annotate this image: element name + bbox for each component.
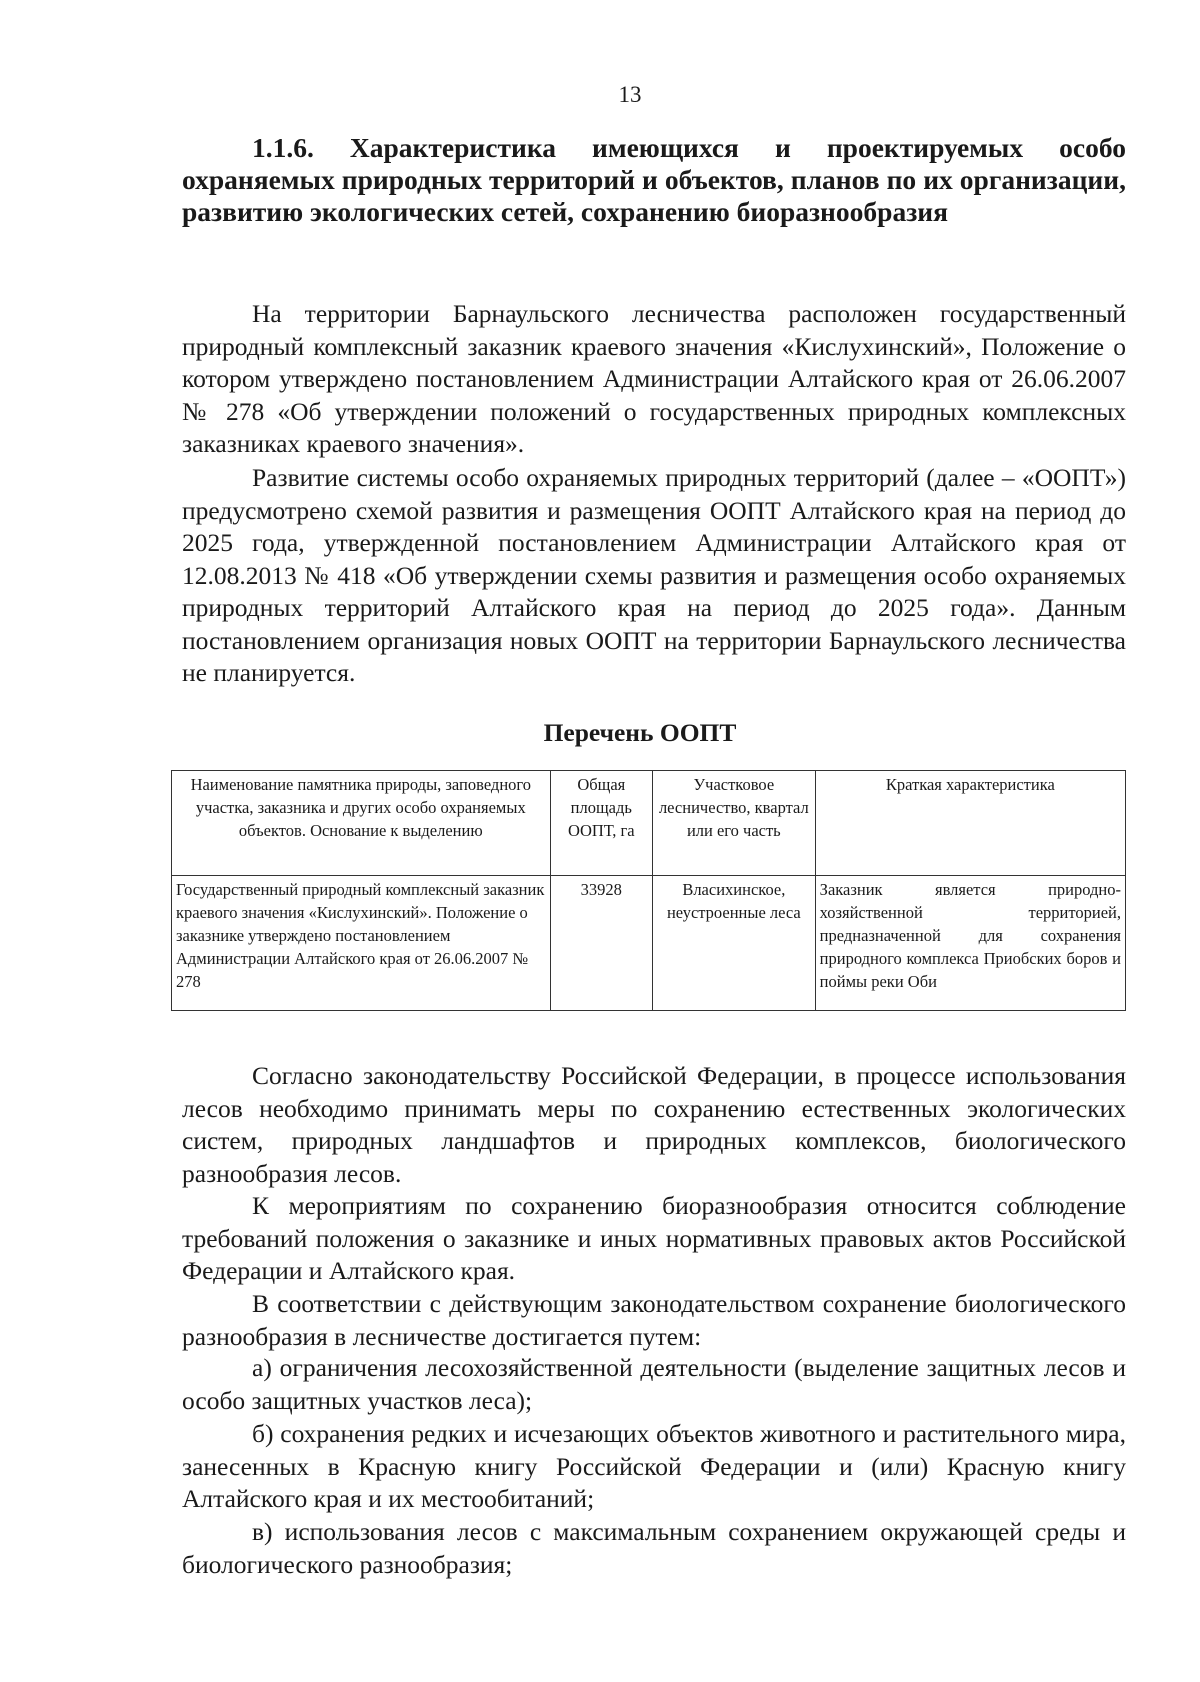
table-header-cell: Участковое лесничество, квартал или его часть (653, 771, 816, 876)
section-number: 1.1.6. (252, 132, 314, 163)
paragraph: Согласно законодательству Российской Федерации, в процессе использования лесов необходимо принимать меры по сохранению естественных экологических систем, природных ландшафтов и природных комплексов, биологического разнообразия лесов. (182, 1061, 1126, 1188)
table-cell: Власихинское, неустроенные леса (653, 876, 816, 1011)
table-header-cell: Общая площадь ООПТ, га (550, 771, 652, 876)
list-item: в) использования лесов с максимальным сохранением окружающей среды и биологического разнообразия; (182, 1517, 1126, 1579)
list-item: а) ограничения лесохозяйственной деятельности (выделение защитных лесов и особо защитных участков леса); (182, 1353, 1126, 1415)
table-cell: Государственный природный комплексный заказник краевого значения «Кислухинский». Положение о заказнике утверждено постановлением Администрации Алтайского края от 26.06.2007 № 278 (172, 876, 551, 1011)
table-cell: Заказник является природно-хозяйственной территорией, предназначенной для сохранения природного комплекса Приобских боров и поймы реки Оби (815, 876, 1125, 1011)
paragraph: К мероприятиям по сохранению биоразнообразия относится соблюдение требований положения о заказнике и иных нормативных правовых актов Российской Федерации и Алтайского края. (182, 1191, 1126, 1285)
section-title: Характеристика имеющихся и проектируемых особо охраняемых природных территорий и объектов, планов по их организации, развитию экологических сетей, сохранению биоразнообразия (182, 132, 1126, 227)
table-header-cell: Краткая характеристика (815, 771, 1125, 876)
list-item: б) сохранения редких и исчезающих объектов животного и растительного мира, занесенных в Красную книгу Российской Федерации и (или) Красную книгу Алтайского края и их местообитаний; (182, 1419, 1126, 1513)
table-cell: 33928 (550, 876, 652, 1011)
paragraph: На территории Барнаульского лесничества расположен государственный природный комплексный заказник краевого значения «Кислухинский», Положение о котором утверждено постановлением Администрации Алтайского края от 26.06.2007 № 278 «Об утверждении положений о государственных природных комплексных заказниках краевого значения». (182, 299, 1126, 458)
table-header-cell: Наименование памятника природы, заповедного участка, заказника и других особо охраняемых объектов. Основание к выделению (172, 771, 551, 876)
table-row (172, 876, 1126, 1011)
table-header-row (172, 771, 1126, 876)
paragraph: В соответствии с действующим законодательством сохранение биологического разнообразия в лесничестве достигается путем: (182, 1289, 1126, 1351)
page-number: 13 (618, 82, 642, 107)
table-title: Перечень ООПТ (543, 718, 737, 747)
section-heading (182, 132, 1126, 228)
paragraph: Развитие системы особо охраняемых природных территорий (далее – «ООПТ») предусмотрено схемой развития и размещения ООПТ Алтайского края на период до 2025 года, утвержденной постановлением Администрации Алтайского края от 12.08.2013 № 418 «Об утверждении схемы развития и размещения особо охраняемых природных территорий Алтайского края на период до 2025 года». Данным постановлением организация новых ООПТ на территории Барнаульского лесничества не планируется. (182, 463, 1126, 687)
oopt-table (171, 770, 1126, 1011)
